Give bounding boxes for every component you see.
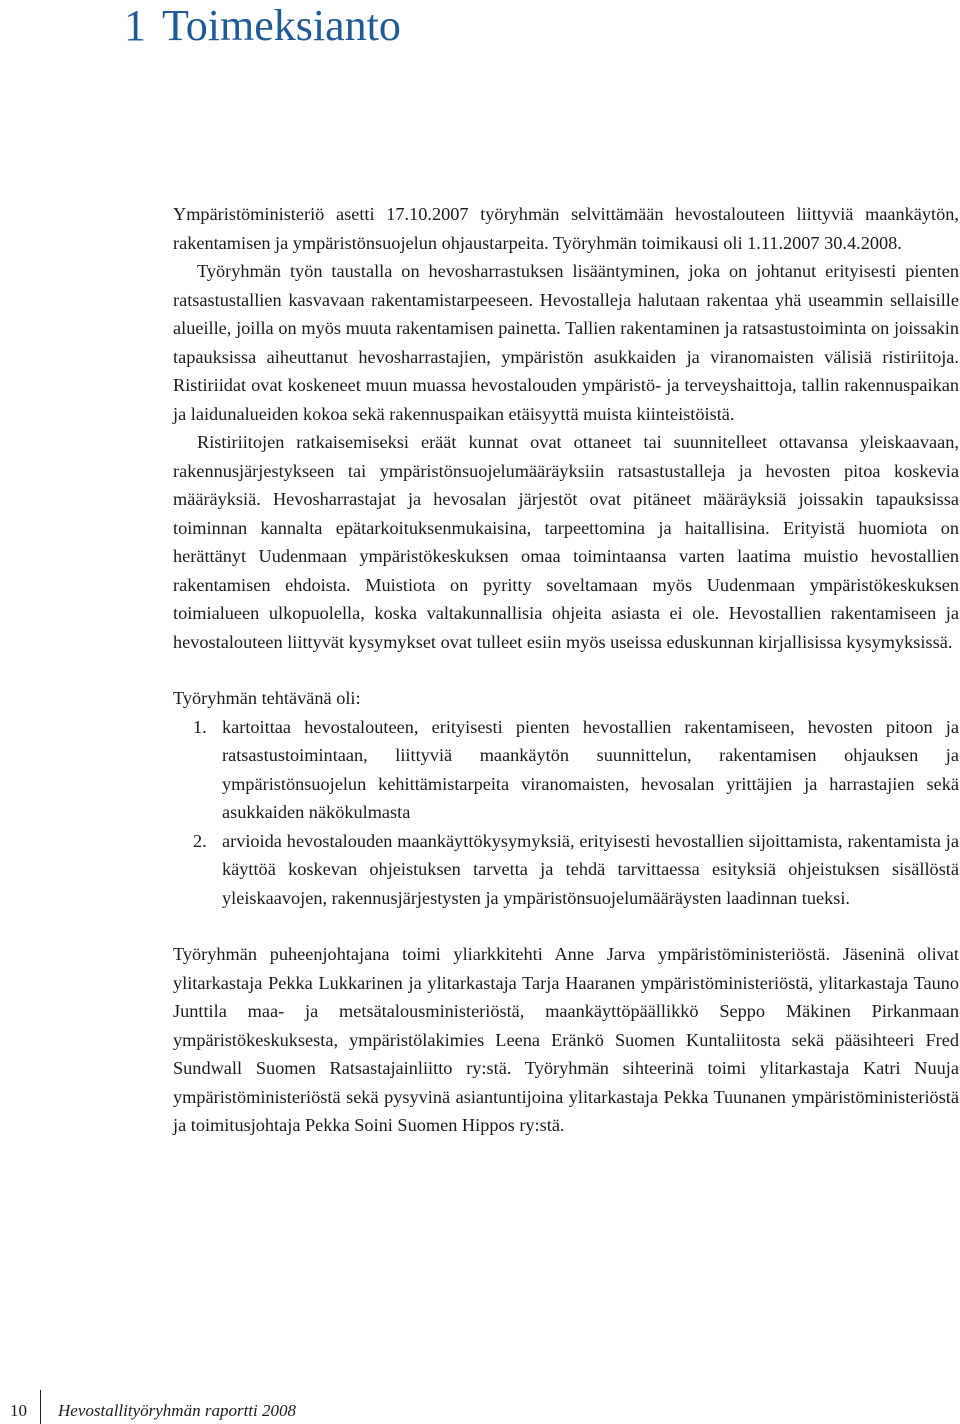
list-item-text: kartoittaa hevostalouteen, erityisesti pienten hevostallien rakentamiseen, hevosten pitoon ja ratsastustoimintaan, liittyviä maankäytön suunnittelun, rakentamisen ohjauksen ja ympäristönsuojelun kehittämistarpeita viranomaisten, hevosalan yrittäjien ja harrastajien sekä asukkaiden näkökulmasta <box>222 716 959 822</box>
section-title: Toimeksianto <box>162 1 401 50</box>
page-title <box>124 0 401 52</box>
tasks-intro: Työryhmän tehtävänä oli: <box>173 688 361 708</box>
paragraph-members: Työryhmän puheenjohtajana toimi yliarkkitehti Anne Jarva ympäristöministeriöstä. Jäseninä olivat ylitarkastaja Pekka Lukkarinen ja ylitarkastaja Tarja Haaranen ympäristöministeriöstä, ylitarkastaja Tauno Junttila maa- ja metsätalousministeriöstä, maankäyttöpäällikkö Seppo Mäkinen Pirkanmaan ympäristökeskuksesta, ympäristölakimies Leena Eränkö Suomen Kuntaliitosta sekä pääsihteeri Fred Sundwall Suomen Ratsastajainliitto ry:stä. Työryhmän sihteerinä toimi ylitarkastaja Katri Nuuja ympäristöministeriöstä sekä pysyvinä asiantuntijoina ylitarkastaja Pekka Tuunanen ympäristöministeriöstä ja toimitusjohtaja Pekka Soini Suomen Hippos ry:stä. <box>173 944 959 1135</box>
page-number: 10 <box>10 1401 27 1420</box>
list-marker: 1. <box>193 716 207 737</box>
paragraph-conflicts: Ristiriitojen ratkaisemiseksi eräät kunnat ovat ottaneet tai suunnitelleet ottavansa yleiskaavaan, rakennusjärjestykseen tai ympäristönsuojelumääräyksiin ratsastustalleja ja hevosten pitoa koskevia määräyksiä. Hevosharrastajat ja hevosalan järjestöt ovat pitäneet määräyksiä joissakin tapauksissa toiminnan kannalta epätarkoituksenmukaisina, tarpeettomina ja haitallisina. Erityistä huomiota on herättänyt Uudenmaan ympäristökeskuksen omaa toimintaansa varten laatima muistio hevostallien rakentamisen ehdoista. Muistiota on pyritty soveltamaan myös Uudenmaan ympäristökeskuksen toimialueen ulkopuolella, koska valtakunnallisia ohjeita asiasta ei ole. Hevostallien rakentamiseen ja hevostalouteen liittyvät kysymykset ovat tulleet esiin myös useissa eduskunnan kirjallisissa kysymyksissä. <box>173 432 959 652</box>
list-marker: 2. <box>193 830 207 851</box>
footer-divider <box>40 1390 41 1424</box>
list-item <box>173 827 959 913</box>
list-item <box>173 713 959 827</box>
paragraph-appointment: Ympäristöministeriö asetti 17.10.2007 työryhmän selvittämään hevostalouteen liittyviä maankäytön, rakentamisen ja ympäristönsuojelun ohjaustarpeita. Työryhmän toimikausi oli 1.11.2007 30.4.2008. <box>173 204 959 253</box>
task-list <box>173 713 959 913</box>
section-number: 1 <box>124 1 146 50</box>
paragraph-background: Työryhmän työn taustalla on hevosharrastuksen lisääntyminen, joka on johtanut erityisesti pienten ratsastustallien kasvavaan rakentamistarpeeseen. Hevostalleja halutaan rakentaa yhä useammin sellaisille alueille, joilla on myös muuta rakentamisen painetta. Tallien rakentaminen ja ratsastustoiminta on joissakin tapauksissa aiheuttanut hevosharrastajien, ympäristön asukkaiden ja viranomaisten välisiä ristiriitoja. Ristiriidat ovat koskeneet muun muassa hevostalouden ympäristö- ja terveyshaittoja, tallin rakennuspaikan ja laidunalueiden kokoa sekä rakennuspaikan etäisyyttä muista kiinteistöistä. <box>173 261 959 424</box>
main-text <box>173 200 959 1140</box>
running-footer-title: Hevostallityöryhmän raportti 2008 <box>58 1401 296 1420</box>
list-item-text: arvioida hevostalouden maankäyttökysymyksiä, erityisesti hevostallien sijoittamista, rakentamista ja käyttöä koskevan ohjeistuksen tarvetta ja tehdä tarvittaessa esityksiä ohjeistuksen sisällöstä yleiskaavojen, rakennusjärjestysten ja ympäristönsuojelumääräysten laadinnan tueksi. <box>222 830 959 908</box>
